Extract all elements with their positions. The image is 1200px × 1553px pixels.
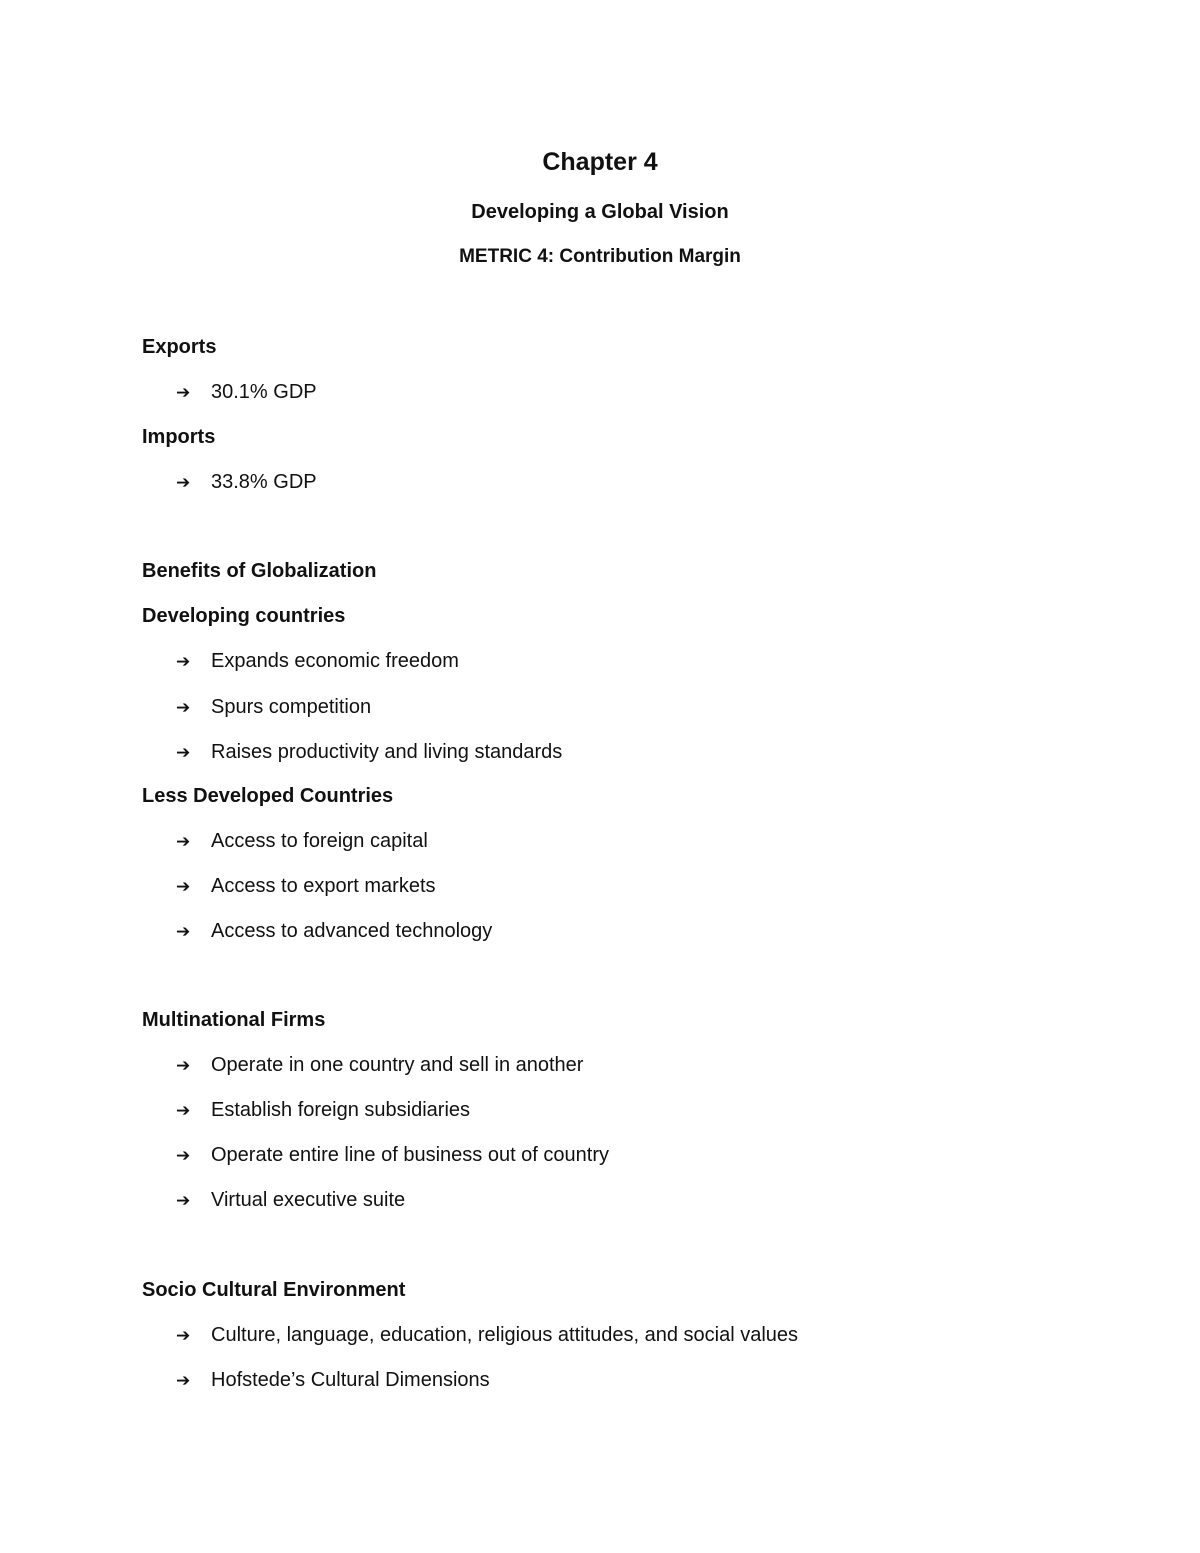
section-heading-socio-cultural-environment: Socio Cultural Environment: [142, 1279, 406, 1301]
list-item-text: Operate entire line of business out of country: [211, 1144, 610, 1166]
list-item-text: Access to foreign capital: [211, 830, 428, 852]
arrow-icon: ➔: [176, 652, 191, 672]
list-item: [176, 1323, 798, 1348]
section-heading-exports: Exports: [142, 336, 217, 358]
list-item-text: Culture, language, education, religious attitudes, and social values: [211, 1324, 799, 1346]
arrow-icon: ➔: [176, 1146, 191, 1166]
arrow-icon: ➔: [176, 473, 191, 493]
metric-heading: METRIC 4: Contribution Margin: [459, 246, 741, 267]
list-item-text: Virtual executive suite: [211, 1189, 406, 1211]
list-item: [176, 470, 317, 495]
list-item-text: 30.1% GDP: [211, 381, 317, 403]
list-item-text: Raises productivity and living standards: [211, 741, 563, 763]
list-item: [176, 695, 371, 720]
document-subtitle: Developing a Global Vision: [471, 201, 729, 223]
list-item-text: Access to advanced technology: [211, 920, 493, 942]
list-item: [176, 1098, 470, 1123]
arrow-icon: ➔: [176, 922, 191, 942]
list-item-text: Operate in one country and sell in another: [211, 1054, 584, 1076]
list-item: [176, 380, 317, 405]
list-item: [176, 829, 428, 854]
list-item-text: Hofstede’s Cultural Dimensions: [211, 1369, 490, 1391]
arrow-icon: ➔: [176, 1371, 191, 1391]
list-item-text: 33.8% GDP: [211, 471, 317, 493]
arrow-icon: ➔: [176, 832, 191, 852]
list-item: [176, 1143, 609, 1168]
section-heading-less-developed-countries: Less Developed Countries: [142, 785, 394, 807]
list-item-text: Access to export markets: [211, 875, 436, 897]
arrow-icon: ➔: [176, 1056, 191, 1076]
list-item-text: Expands economic freedom: [211, 650, 459, 672]
arrow-icon: ➔: [176, 1191, 191, 1211]
section-heading-benefits: Benefits of Globalization: [142, 560, 377, 582]
list-item: [176, 649, 459, 674]
arrow-icon: ➔: [176, 1326, 191, 1346]
list-item: [176, 1053, 583, 1078]
list-item-text: Establish foreign subsidiaries: [211, 1099, 471, 1121]
chapter-title: Chapter 4: [542, 148, 658, 176]
arrow-icon: ➔: [176, 698, 191, 718]
list-item: [176, 740, 562, 765]
list-item: [176, 1188, 405, 1213]
list-item: [176, 1368, 490, 1393]
arrow-icon: ➔: [176, 1101, 191, 1121]
arrow-icon: ➔: [176, 383, 191, 403]
section-heading-developing-countries: Developing countries: [142, 605, 346, 627]
section-heading-imports: Imports: [142, 426, 216, 448]
list-item-text: Spurs competition: [211, 696, 372, 718]
list-item: [176, 919, 492, 944]
arrow-icon: ➔: [176, 743, 191, 763]
section-heading-multinational-firms: Multinational Firms: [142, 1009, 326, 1031]
list-item: [176, 874, 436, 899]
arrow-icon: ➔: [176, 877, 191, 897]
